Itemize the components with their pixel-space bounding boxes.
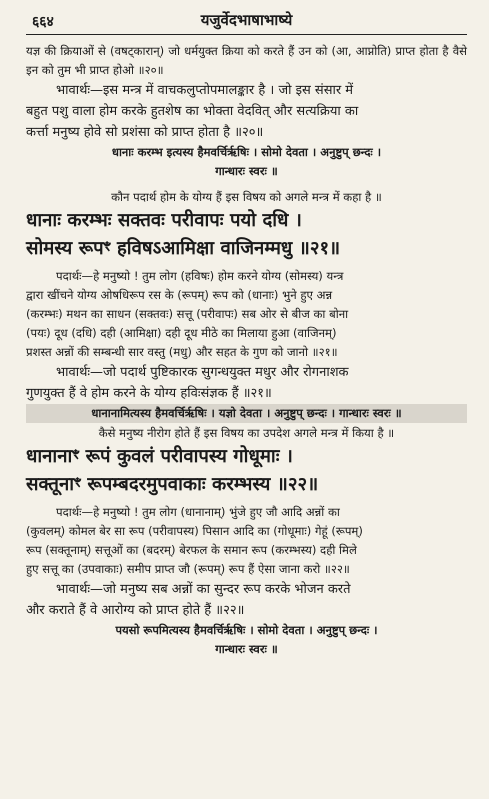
padartha-22-line-1: पदार्थः—हे मनुष्यो ! तुम लोग (धानानाम्) भुंजे हुए जौ आदि अन्नों का bbox=[56, 505, 340, 519]
bhavartha-20-line-1: भावार्थः—इस मन्त्र में वाचकलुप्तोपमालङ्कार है । जो इस संसार में bbox=[56, 83, 354, 98]
padartha-21-line-2: द्वारा खींचने योग्य ओषधिरूप रस के (रूपम्) रूप को (धानाः) भुने हुए अन्न bbox=[26, 288, 333, 302]
intro-22: कैसे मनुष्य नीरोग होते हैं इस विषय का उपदेश अगले मन्त्र में किया है ॥ bbox=[98, 426, 395, 440]
mantra-22-line-1: धानानाꣳ रूपं कुवलं परीवापस्य गोधूमाः । bbox=[26, 446, 293, 467]
mantra-21-line-1: धानाः करम्भः सक्तवः परीवापः पयो दधि । bbox=[26, 210, 302, 231]
padartha-21-line-3: (करम्भः) मथन का साधन (सक्तवः) सत्तू (परीवापः) सब ओर से बीज का बोना bbox=[26, 307, 349, 321]
bhavartha-21-line-2: गुणयुक्त हैं वे होम करने के योग्य हविःसंज्ञक हैं ॥२१॥ bbox=[26, 386, 272, 401]
rishi-line-21: धानाः करम्भ इत्यस्य हैमवर्चिर्ऋषिः । सोमो देवता । अनुष्टुप् छन्दः । bbox=[111, 145, 382, 159]
padartha-22-line-2: (कुवलम्) कोमल बेर सा रूप (परीवापस्य) पिसान आदि का (गोधूमाः) गेहूं (रूपम्) bbox=[26, 524, 363, 538]
padartha-22-line-3: रूप (सक्तूनाम्) सत्तूओं का (बदरम्) बेरफल के समान रूप (करम्भस्य) दही मिले bbox=[26, 543, 357, 557]
intro-21: कौन पदार्थ होम के योग्य हैं इस विषय को अगले मन्त्र में कहा है ॥ bbox=[111, 190, 382, 204]
bhavartha-20-line-2: बहुत पशु वाला होम करके हुतशेष का भोक्ता वेदवित् और सत्यक्रिया का bbox=[26, 104, 359, 119]
svara-line-21: गान्धारः स्वरः ॥ bbox=[215, 164, 278, 178]
bhavartha-20-line-3: कर्त्ता मनुष्य होवे सो प्रशंसा को प्राप्त होता है ॥२०॥ bbox=[26, 125, 264, 140]
mantra-21-line-2: सोमस्य रूपꣳ हविषऽआमिक्षा वाजिनम्मधु ॥२१॥ bbox=[26, 238, 341, 259]
paragraph-padartha-20-end: यज्ञ की क्रियाओं से (वषट्कारान्) जो धर्मयुक्त क्रिया को करते हैं उन को (आ, आप्नोति) प्राप्त होता है वैसे इन को तुम भी प्राप्त होओ ॥२०॥ bbox=[26, 44, 467, 77]
header-rule bbox=[26, 34, 467, 35]
padartha-21-line-4: (पयः) दूध (दधि) दही (आमिक्षा) दही दूध मीठे का मिलाया हुआ (वाजिनम्) bbox=[26, 326, 337, 340]
page-header bbox=[26, 0, 467, 36]
padartha-21-line-5: प्रशस्त अन्नों की सम्बन्धी सार वस्तु (मधु) और सहत के गुण को जानो ॥२१॥ bbox=[26, 345, 338, 359]
page-number: ६६४ bbox=[32, 14, 54, 30]
bhavartha-22-line-2: और कराते हैं वे आरोग्य को प्राप्त होते हैं ॥२२॥ bbox=[26, 603, 245, 618]
rishi-line-23: पयसो रूपमित्यस्य हैमवर्चिर्ऋषिः । सोमो देवता । अनुष्टुप् छन्दः । bbox=[115, 623, 378, 637]
rishi-line-22: धानानामित्यस्य हैमवर्चिर्ऋषिः । यज्ञो देवता । अनुष्टुप् छन्दः । गान्धारः स्वरः ॥ bbox=[26, 404, 467, 423]
padartha-21-line-1: पदार्थः—हे मनुष्यो ! तुम लोग (हविषः) होम करने योग्य (सोमस्य) यन्त्र bbox=[56, 269, 344, 283]
running-title: यजुर्वेदभाषाभाष्ये bbox=[200, 11, 293, 29]
bhavartha-21-line-1: भावार्थः—जो पदार्थ पुष्टिकारक सुगन्धयुक्त मधुर और रोगनाशक bbox=[56, 365, 349, 380]
mantra-22-line-2: सक्तूनाꣳ रूपम्बदरमुपवाकाः करम्भस्य ॥२२॥ bbox=[26, 474, 319, 495]
svara-line-23: गान्धारः स्वरः ॥ bbox=[215, 642, 278, 656]
padartha-22-line-4: हुए सत्तू का (उपवाकाः) समीप प्राप्त जौ (रूपम्) रूप हैं ऐसा जाना करो ॥२२॥ bbox=[26, 562, 350, 576]
bhavartha-22-line-1: भावार्थः—जो मनुष्य सब अन्नों का सुन्दर रूप करके भोजन करते bbox=[56, 582, 351, 597]
